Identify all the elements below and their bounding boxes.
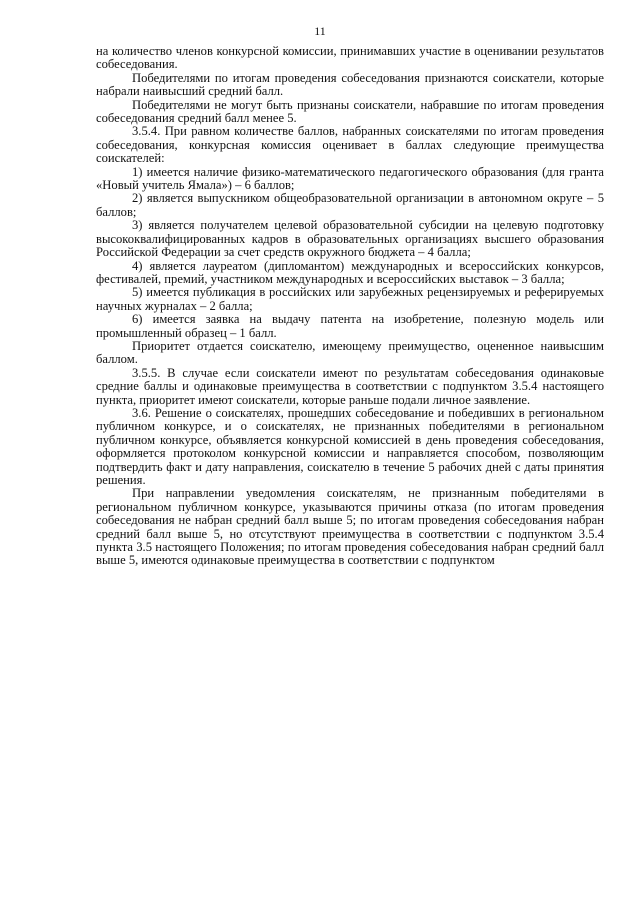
list-item: 3) является получателем целевой образовательной субсидии на целевую подготовку высококвалифицированных кадров в образовательных организациях высшего образования Российской Федерации за счет средств окружного бюджета – 4 балла; — [96, 218, 604, 260]
paragraph: При направлении уведомления соискателям, не признанным победителями в региональном публичном конкурсе, указываются причины отказа (по итогам проведения собеседования не набран средний балл выше 5; по итогам проведения собеседования набран средний балл выше 5, но отсутствуют преимущества в соответствии с подпунктом 3.5.4 пункта 3.5 настоящего Положения; по итогам проведения собеседования набран средний балл выше 5, имеются одинаковые преимущества в соответствии с подпунктом — [96, 486, 604, 568]
page-number: 11 — [314, 24, 326, 38]
list-item: 6) имеется заявка на выдачу патента на изобретение, полезную модель или промышленный образец – 1 балл. — [96, 312, 604, 340]
list-item: 4) является лауреатом (дипломантом) международных и всероссийских конкурсов, фестивалей, премий, участником международных и всероссийских выставок – 3 балла; — [96, 258, 604, 286]
list-item: 1) имеется наличие физико-математического педагогического образования (для гранта «Новый учитель Ямала») – 6 баллов; — [96, 164, 604, 193]
paragraph: Победителями не могут быть признаны соискатели, набравшие по итогам проведения собеседования средний балл менее 5. — [96, 97, 604, 126]
list-item: 5) имеется публикация в российских или зарубежных рецензируемых и реферируемых научных журналах – 2 балла; — [96, 285, 604, 313]
body-text — [96, 45, 604, 568]
paragraph: 3.5.4. При равном количестве баллов, набранных соискателями по итогам проведения собеседования, конкурсная комиссия оценивает в баллах следующие преимущества соискателей: — [96, 124, 604, 166]
paragraph: Приоритет отдается соискателю, имеющему преимущество, оцененное наивысшим баллом. — [96, 338, 604, 367]
paragraph: на количество членов конкурсной комиссии, принимавших участие в оценивании результатов собеседования. — [96, 44, 604, 72]
list-item: 2) является выпускником общеобразовательной организации в автономном округе – 5 баллов; — [96, 191, 604, 219]
paragraph: 3.6. Решение о соискателях, прошедших собеседование и победивших в региональном публичном конкурсе, и о соискателях, не признанных победителями в региональном публичном конкурсе, объявляется конкурсной комиссией в день проведения собеседования, оформляется протоколом конкурсной комиссии и направляется способом, позволяющим подтвердить факт и дату направления, соискателю в течение 5 рабочих дней с даты принятия решения. — [96, 405, 604, 487]
paragraph: Победителями по итогам проведения собеседования признаются соискатели, которые набрали наивысший средний балл. — [96, 70, 604, 99]
paragraph: 3.5.5. В случае если соискатели имеют по результатам собеседования одинаковые средние баллы и одинаковые преимущества в соответствии с подпунктом 3.5.4 настоящего пункта, приоритет имеют соискатели, которые раньше подали личное заявление. — [96, 365, 604, 407]
